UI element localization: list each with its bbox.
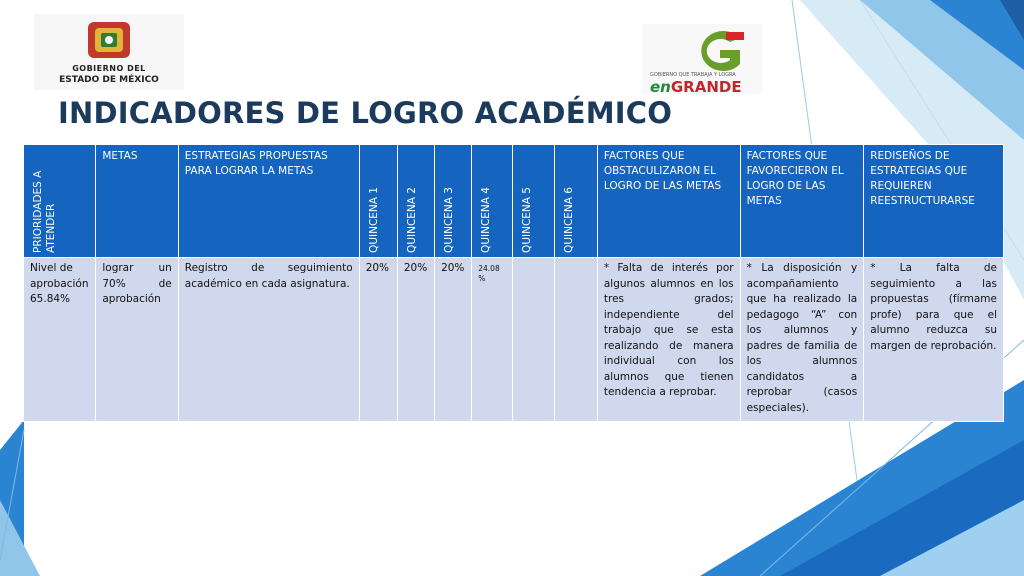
cell-prioridades: Nivel de aprobación 65.84% — [24, 258, 96, 422]
indicators-table — [23, 144, 1004, 422]
header-quincena-4: QUINCENA 4 — [472, 145, 513, 258]
header-metas: METAS — [96, 145, 178, 258]
logo-line-1: GOBIERNO DEL — [72, 64, 146, 73]
g-letter-icon — [690, 28, 746, 74]
cell-redisenos: * La falta de seguimiento a las propuestas (fírmame profe) para que el alumno reduzca su margen de reprobación. — [864, 258, 1004, 422]
header-prioridades: PRIORIDADES A ATENDER — [24, 145, 96, 258]
cell-obstaculizaron: * Falta de interés por algunos alumnos en los tres grados; independiente del trabajo que se esta realizando de manera individual con los alumnos que tienen tendencia a reprobar. — [597, 258, 740, 422]
header-quincena-2: QUINCENA 2 — [397, 145, 434, 258]
engrande-logo — [642, 24, 762, 94]
header-quincena-6: QUINCENA 6 — [554, 145, 597, 258]
logo-tagline: GOBIERNO QUE TRABAJA Y LOGRA — [650, 72, 736, 78]
cell-quincena-3: 20% — [435, 258, 472, 422]
header-redisenos: REDISEÑOS DE ESTRATEGIAS QUE REQUIEREN REESTRUCTURARSE — [864, 145, 1004, 258]
cell-quincena-4: 24.08 % — [472, 258, 513, 422]
cell-quincena-1: 20% — [359, 258, 397, 422]
cell-quincena-2: 20% — [397, 258, 434, 422]
cell-metas: lograr un 70% de aprobación — [96, 258, 178, 422]
cell-quincena-6 — [554, 258, 597, 422]
cell-quincena-5 — [513, 258, 554, 422]
logo-line-2: ESTADO DE MÉXICO — [59, 75, 159, 85]
header-quincena-3: QUINCENA 3 — [435, 145, 472, 258]
table-header-row — [24, 145, 1004, 258]
header-obstaculizaron: FACTORES QUE OBSTACULIZARON EL LOGRO DE LAS METAS — [597, 145, 740, 258]
coat-of-arms-icon — [86, 20, 132, 60]
brand-en: en — [650, 78, 671, 96]
gobierno-estado-mexico-logo — [34, 14, 184, 90]
header-favorecieron: FACTORES QUE FAVORECIERON EL LOGRO DE LAS METAS — [740, 145, 864, 258]
header-quincena-1: QUINCENA 1 — [359, 145, 397, 258]
table-row — [24, 258, 1004, 422]
cell-estrategias: Registro de seguimiento académico en cada asignatura. — [178, 258, 359, 422]
cell-favorecieron: * La disposición y acompañamiento que ha realizado la pedagogo “A” con los alumnos y padres de familia de los alumnos candidatos a reprobar (casos especiales). — [740, 258, 864, 422]
header-quincena-5: QUINCENA 5 — [513, 145, 554, 258]
page-title: INDICADORES DE LOGRO ACADÉMICO — [58, 96, 673, 130]
brand-grande: GRANDE — [670, 78, 742, 96]
logo-brand — [650, 78, 742, 96]
header-estrategias: ESTRATEGIAS PROPUESTAS PARA LOGRAR LA METAS — [178, 145, 359, 258]
